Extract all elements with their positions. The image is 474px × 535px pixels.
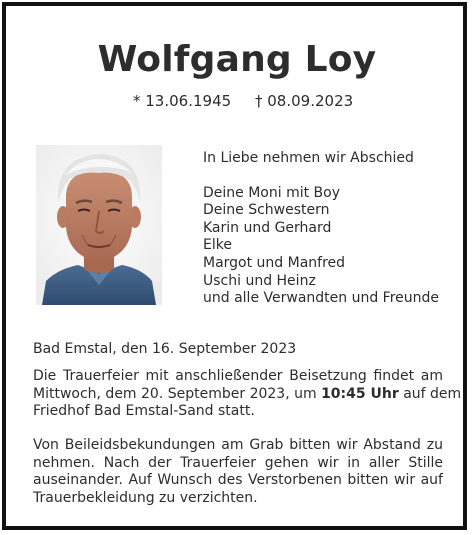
mourner-line: Deine Moni mit Boy	[203, 184, 340, 201]
mourners-list	[203, 150, 439, 308]
portrait-image	[36, 145, 162, 305]
mourner-line: Deine Schwestern	[203, 202, 330, 219]
portrait-photo	[36, 145, 162, 305]
life-dates	[0, 91, 474, 111]
ceremony-paragraph	[33, 368, 462, 421]
ceremony-line-3: Friedhof Bad Emstal-Sand statt.	[33, 403, 255, 420]
death-date: † 08.09.2023	[255, 92, 354, 110]
wishes-line: Trauerbekleidung zu verzichten.	[33, 489, 258, 506]
wishes-line: auseinander. Auf Wunsch des Verstorbenen bitten wir auf	[33, 472, 443, 489]
ceremony-after-text: auf dem	[398, 385, 462, 402]
ceremony-date-text: Mittwoch, dem 20. September 2023, um	[33, 385, 322, 402]
mourner-line: Margot und Manfred	[203, 254, 346, 271]
ceremony-line-2	[33, 385, 462, 404]
place-and-date: Bad Emstal, den 16. September 2023	[33, 341, 297, 357]
mourner-line: Karin und Gerhard	[203, 219, 332, 236]
farewell-intro: In Liebe nehmen wir Abschied	[203, 150, 414, 166]
ceremony-time: 10:45 Uhr	[321, 385, 399, 402]
mourner-line: Elke	[203, 237, 232, 254]
wishes-line: Von Beileidsbekundungen am Grab bitten wir Abstand zu	[33, 437, 443, 453]
mourner-line: und alle Verwandten und Freunde	[203, 290, 440, 307]
ceremony-line-1: Die Trauerfeier mit anschließender Beisetzung findet am	[33, 368, 443, 384]
deceased-name: Wolfgang Loy	[97, 39, 377, 80]
wishes-paragraph	[33, 437, 443, 507]
birth-date: * 13.06.1945	[133, 92, 232, 110]
wishes-line: nehmen. Nach der Trauerfeier gehen wir in aller Stille	[33, 454, 443, 471]
mourner-line: Uschi und Heinz	[203, 272, 316, 289]
